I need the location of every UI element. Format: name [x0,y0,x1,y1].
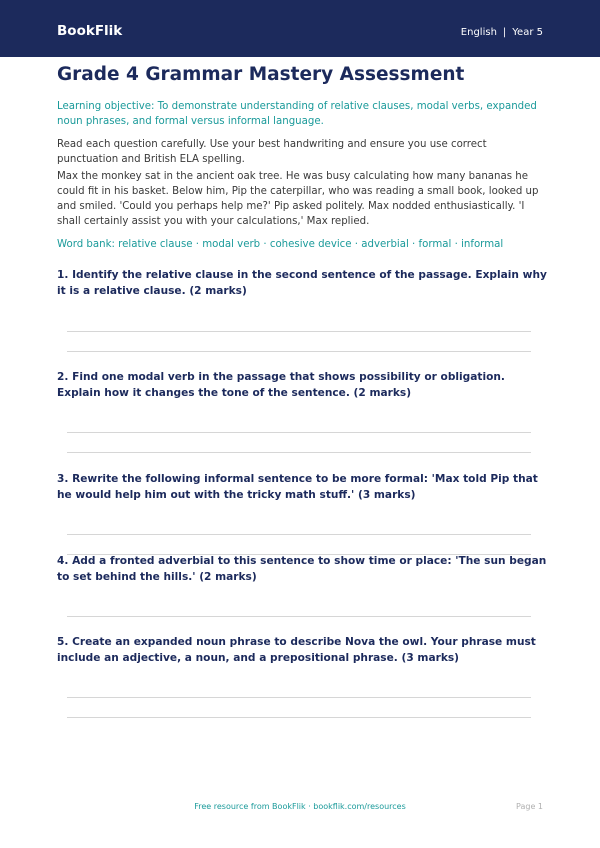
question-3: 3. Rewrite the following informal sentence to be more formal: 'Max told Pip that he would help him out with the tricky math stuff.' (3 marks) [57,473,538,501]
question-2: 2. Find one modal verb in the passage that shows possibility or obligation. Explain how it changes the tone of the sentence. (2 marks) [57,371,505,399]
answer-line[interactable] [67,452,531,453]
header-meta [461,27,543,38]
page-number: Page 1 [516,802,543,811]
answer-line[interactable] [67,534,531,535]
subject-label: English [460,27,497,38]
footer-resource: Free resource from BookFlik · bookflik.com/resources [194,802,406,811]
year-label: Year 5 [512,27,543,38]
instructions-text: Read each question carefully. Use your best handwriting and ensure you use correct punctuation and British ELA spelling. [57,139,487,165]
page-title: Grade 4 Grammar Mastery Assessment [57,64,465,85]
answer-line[interactable] [67,331,531,332]
question-5: 5. Create an expanded noun phrase to describe Nova the owl. Your phrase must include an adjective, a noun, and a prepositional phrase. (3 marks) [57,636,536,664]
brand-logo: BookFlik [57,23,123,39]
question-1: 1. Identify the relative clause in the second sentence of the passage. Explain why it is a relative clause. (2 marks) [57,269,547,297]
header-bar [0,0,600,57]
header-separator: | [502,27,507,38]
reading-passage: Max the monkey sat in the ancient oak tree. He was busy calculating how many bananas he could fit in his basket. Below him, Pip the caterpillar, who was reading a small book, looked up and smiled. 'Could you perhaps help me?' Pip asked politely. Max nodded enthusiastically. 'I shall certainly assist you with your calculations,' Max replied. [57,171,539,227]
learning-objective: Learning objective: To demonstrate understanding of relative clauses, modal verbs, expanded noun phrases, and formal versus informal language. [57,101,537,127]
answer-line[interactable] [67,432,531,433]
word-bank: Word bank: relative clause · modal verb · cohesive device · adverbial · formal · informal [57,239,504,250]
answer-line[interactable] [67,717,531,718]
answer-line[interactable] [67,351,531,352]
question-4: 4. Add a fronted adverbial to this sentence to show time or place: 'The sun began to set behind the hills.' (2 marks) [57,555,547,583]
answer-line[interactable] [67,697,531,698]
answer-line[interactable] [67,616,531,617]
